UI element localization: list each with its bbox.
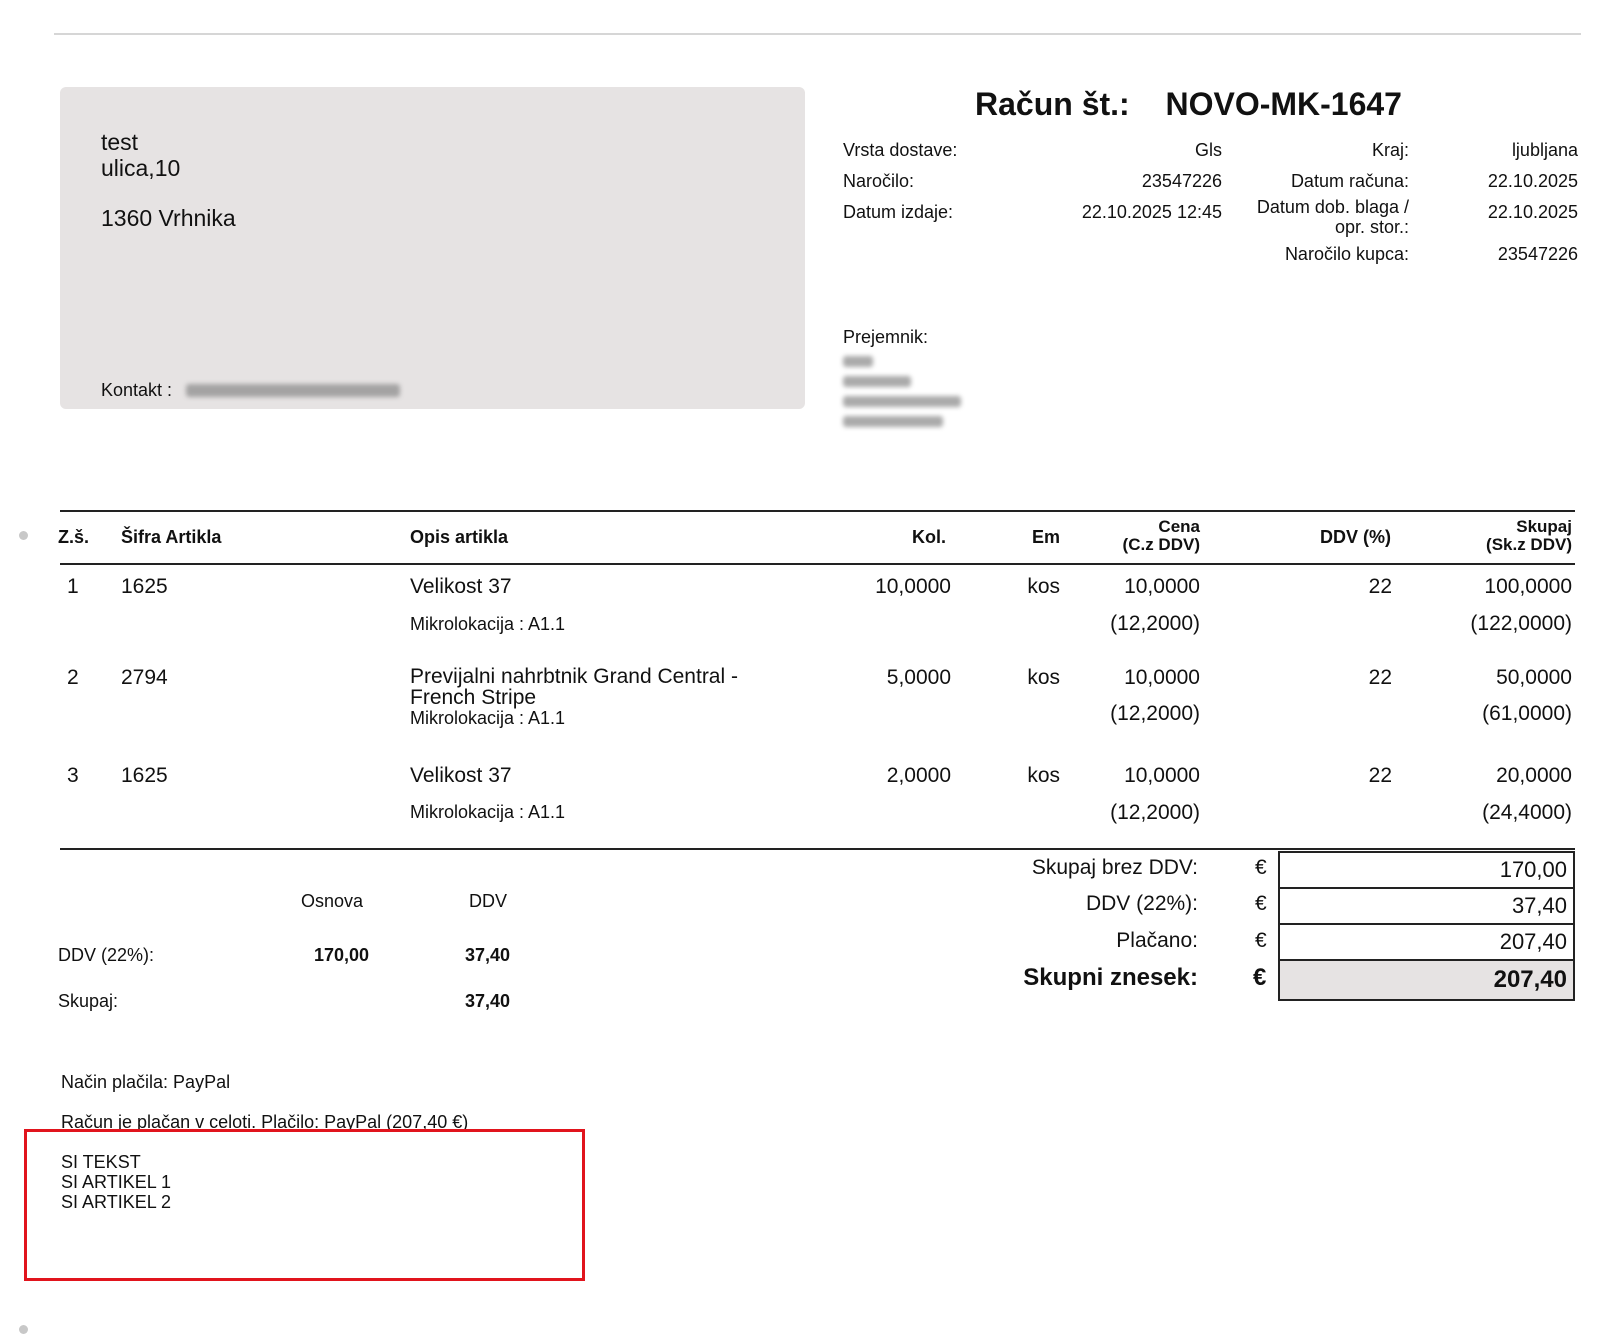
cell-vat: 22 (1368, 666, 1392, 689)
th-quantity: Kol. (912, 527, 946, 547)
table-bottom-rule (60, 848, 1575, 850)
note-line: SI ARTIKEL 2 (61, 1192, 172, 1212)
cell-price-with-vat: (12,2000) (1110, 702, 1200, 725)
meta-value-delivery-date: 22.10.2025 (1487, 202, 1578, 222)
cell-price-with-vat: (12,2000) (1110, 612, 1200, 635)
vat-summary-total: 37,40 (464, 991, 510, 1011)
invoice-title (975, 86, 1402, 123)
cell-quantity: 5,0000 (886, 666, 951, 689)
th-vat: DDV (%) (1320, 527, 1391, 547)
customer-name: test (101, 129, 139, 155)
th-no: Z.š. (58, 527, 90, 547)
meta-value-customer-order: 23547226 (1497, 244, 1578, 264)
vat-summary-total-label: Skupaj: (58, 991, 119, 1011)
customer-street: ulica,10 (101, 155, 181, 181)
cell-vat: 22 (1368, 575, 1392, 598)
cell-total: 100,0000 (1484, 575, 1572, 598)
margin-bullet (19, 531, 28, 540)
vat-summary-base: 170,00 (313, 945, 369, 965)
recipient-label: Prejemnik: (843, 327, 929, 347)
note-line: SI ARTIKEL 1 (61, 1172, 172, 1192)
meta-label-order: Naročilo: (843, 171, 915, 191)
net-total-label: Skupaj brez DDV: (1031, 856, 1198, 879)
th-price-line2: (C.z DDV) (1122, 535, 1200, 554)
meta-label-delivery-type: Vrsta dostave: (843, 140, 958, 160)
meta-value-issue-date: 22.10.2025 12:45 (1081, 202, 1222, 222)
th-price (1123, 518, 1200, 554)
currency-symbol: € (1255, 892, 1267, 915)
invoice-number: NOVO-MK-1647 (1165, 86, 1402, 122)
table-header-rule (60, 563, 1575, 565)
redacted-recipient-line (843, 376, 911, 387)
cell-price-with-vat: (12,2000) (1110, 801, 1200, 824)
cell-price: 10,0000 (1124, 764, 1200, 787)
vat-total-label: DDV (22%): (1085, 892, 1198, 915)
margin-bullet (19, 1325, 28, 1334)
cell-microlocation: Mikrolokacija : A1.1 (410, 614, 566, 634)
paid-label: Plačano: (1116, 929, 1198, 952)
redacted-recipient-line (843, 396, 961, 407)
cell-price: 10,0000 (1124, 575, 1200, 598)
cell-microlocation: Mikrolokacija : A1.1 (410, 802, 566, 822)
contact-label: Kontakt : (101, 380, 173, 400)
cell-description: Velikost 37 (410, 764, 512, 787)
cell-sku: 1625 (121, 575, 168, 598)
cell-total-with-vat: (61,0000) (1482, 702, 1572, 725)
cell-vat: 22 (1368, 764, 1392, 787)
cell-sku: 2794 (121, 666, 168, 689)
cell-no: 3 (67, 764, 79, 787)
paid-value: 207,40 (1278, 923, 1575, 961)
cell-total-with-vat: (24,4000) (1482, 801, 1572, 824)
meta-label-delivery-date-line2: opr. stor.: (1334, 217, 1409, 237)
th-total (1486, 518, 1572, 554)
cell-unit: kos (1027, 764, 1060, 787)
th-unit: Em (1032, 527, 1061, 547)
invoice-title-label: Račun št.: (975, 86, 1130, 122)
redacted-contact (186, 384, 400, 397)
cell-description: Velikost 37 (410, 575, 512, 598)
cell-total: 50,0000 (1496, 666, 1572, 689)
cell-unit: kos (1027, 666, 1060, 689)
th-price-line1: Cena (1158, 517, 1200, 536)
meta-label-delivery-date (1257, 197, 1409, 237)
cell-microlocation: Mikrolokacija : A1.1 (410, 708, 566, 728)
payment-method: Način plačila: PayPal (61, 1072, 231, 1092)
top-divider (54, 33, 1581, 35)
meta-label-place: Kraj: (1371, 140, 1409, 160)
meta-label-invoice-date: Datum računa: (1290, 171, 1409, 191)
vat-summary-row-label: DDV (22%): (58, 945, 155, 965)
currency-symbol: € (1255, 929, 1267, 952)
meta-value-order: 23547226 (1141, 171, 1222, 191)
customer-city: 1360 Vrhnika (101, 205, 236, 231)
note-line: SI TEKST (61, 1152, 141, 1172)
meta-label-customer-order: Naročilo kupca: (1284, 244, 1409, 264)
cell-unit: kos (1027, 575, 1060, 598)
cell-no: 2 (67, 666, 79, 689)
meta-value-place: ljubljana (1511, 140, 1578, 160)
cell-price: 10,0000 (1124, 666, 1200, 689)
cell-total-with-vat: (122,0000) (1470, 612, 1572, 635)
vat-summary-base-header: Osnova (301, 891, 364, 911)
cell-quantity: 2,0000 (886, 764, 951, 787)
cell-description (410, 666, 738, 708)
currency-symbol: € (1255, 856, 1267, 879)
payment-status: Račun je plačan v celoti. Plačilo: PayPal (207,40 €) (61, 1112, 469, 1132)
meta-label-issue-date: Datum izdaje: (843, 202, 954, 222)
vat-summary-vat-header: DDV (469, 891, 508, 911)
th-sku: Šifra Artikla (121, 527, 222, 547)
meta-label-delivery-date-line1: Datum dob. blaga / (1256, 197, 1409, 217)
cell-description-line1: Previjalni nahrbtnik Grand Central - (410, 665, 738, 688)
cell-sku: 1625 (121, 764, 168, 787)
vat-total-value: 37,40 (1278, 887, 1575, 925)
net-total-value: 170,00 (1278, 851, 1575, 889)
grand-total-label: Skupni znesek: (1023, 964, 1198, 991)
redacted-recipient-line (843, 356, 873, 367)
vat-summary-vat: 37,40 (464, 945, 510, 965)
cell-total: 20,0000 (1496, 764, 1572, 787)
th-description: Opis artikla (410, 527, 509, 547)
cell-description-line2: French Stripe (410, 686, 537, 709)
th-total-line2: (Sk.z DDV) (1486, 535, 1572, 554)
cell-no: 1 (67, 575, 79, 598)
table-top-rule (60, 510, 1575, 512)
grand-total-value: 207,40 (1278, 959, 1575, 1001)
meta-value-invoice-date: 22.10.2025 (1487, 171, 1578, 191)
customer-address-box (60, 87, 805, 409)
cell-quantity: 10,0000 (875, 575, 951, 598)
redacted-recipient-line (843, 416, 943, 427)
currency-symbol: € (1253, 964, 1267, 991)
meta-value-delivery-type: Gls (1195, 140, 1222, 160)
th-total-line1: Skupaj (1516, 517, 1572, 536)
